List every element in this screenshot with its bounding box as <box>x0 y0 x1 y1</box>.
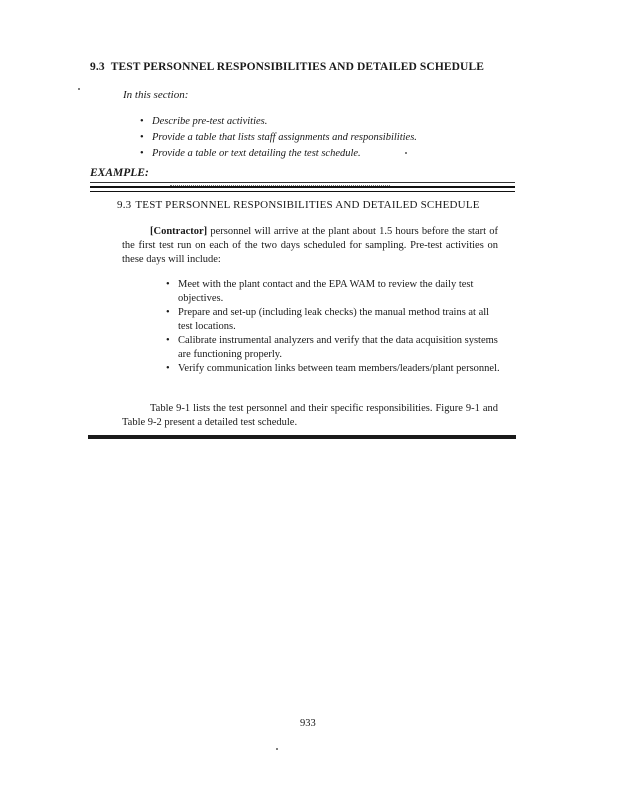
example-bottom-rule <box>88 435 516 439</box>
example-top-rule <box>90 186 515 192</box>
example-heading-title: TEST PERSONNEL RESPONSIBILITIES AND DETAILED SCHEDULE <box>135 199 480 211</box>
instruction-item: • Describe pre-test activities. <box>140 114 417 130</box>
example-label: EXAMPLE: <box>90 167 149 179</box>
example-paragraph-2: Table 9-1 lists the test personnel and their specific responsibilities. Figure 9-1 and Table 9-2 present a detailed test schedule. <box>122 403 498 428</box>
example-bullet-item: • Verify communication links between team members/leaders/plant personnel. <box>166 362 501 376</box>
example-paragraph-1-text: personnel will arrive at the plant about 1.5 hours before the start of the first test run on each of the two days scheduled for sampling. Pre-test activities on these days will include: <box>122 226 498 265</box>
section-heading <box>90 61 484 73</box>
example-bullet-list <box>166 278 501 376</box>
example-heading-number: 9.3 <box>117 199 132 211</box>
intro-text: In this section: <box>123 89 189 101</box>
example-bullet-item: • Calibrate instrumental analyzers and verify that the data acquisition systems are functioning properly. <box>166 334 501 362</box>
instruction-item: • Provide a table that lists staff assignments and responsibilities. <box>140 130 417 146</box>
contractor-placeholder: [Contractor] <box>150 226 208 237</box>
instruction-list <box>140 114 417 162</box>
example-bullet-item: • Meet with the plant contact and the EPA WAM to review the daily test objectives. <box>166 278 501 306</box>
scan-speck <box>78 88 80 90</box>
instruction-item: • Provide a table or text detailing the test schedule. <box>140 146 417 162</box>
section-number: 9.3 <box>90 61 105 73</box>
example-paragraph-1 <box>122 225 498 267</box>
scan-speck <box>276 748 278 750</box>
example-heading <box>117 199 480 211</box>
page-number: 933 <box>300 718 316 729</box>
example-bullet-item: • Prepare and set-up (including leak checks) the manual method trains at all test locations. <box>166 306 501 334</box>
divider-rule <box>90 182 515 183</box>
section-title: TEST PERSONNEL RESPONSIBILITIES AND DETAILED SCHEDULE <box>110 61 485 73</box>
scan-speck <box>405 152 407 154</box>
